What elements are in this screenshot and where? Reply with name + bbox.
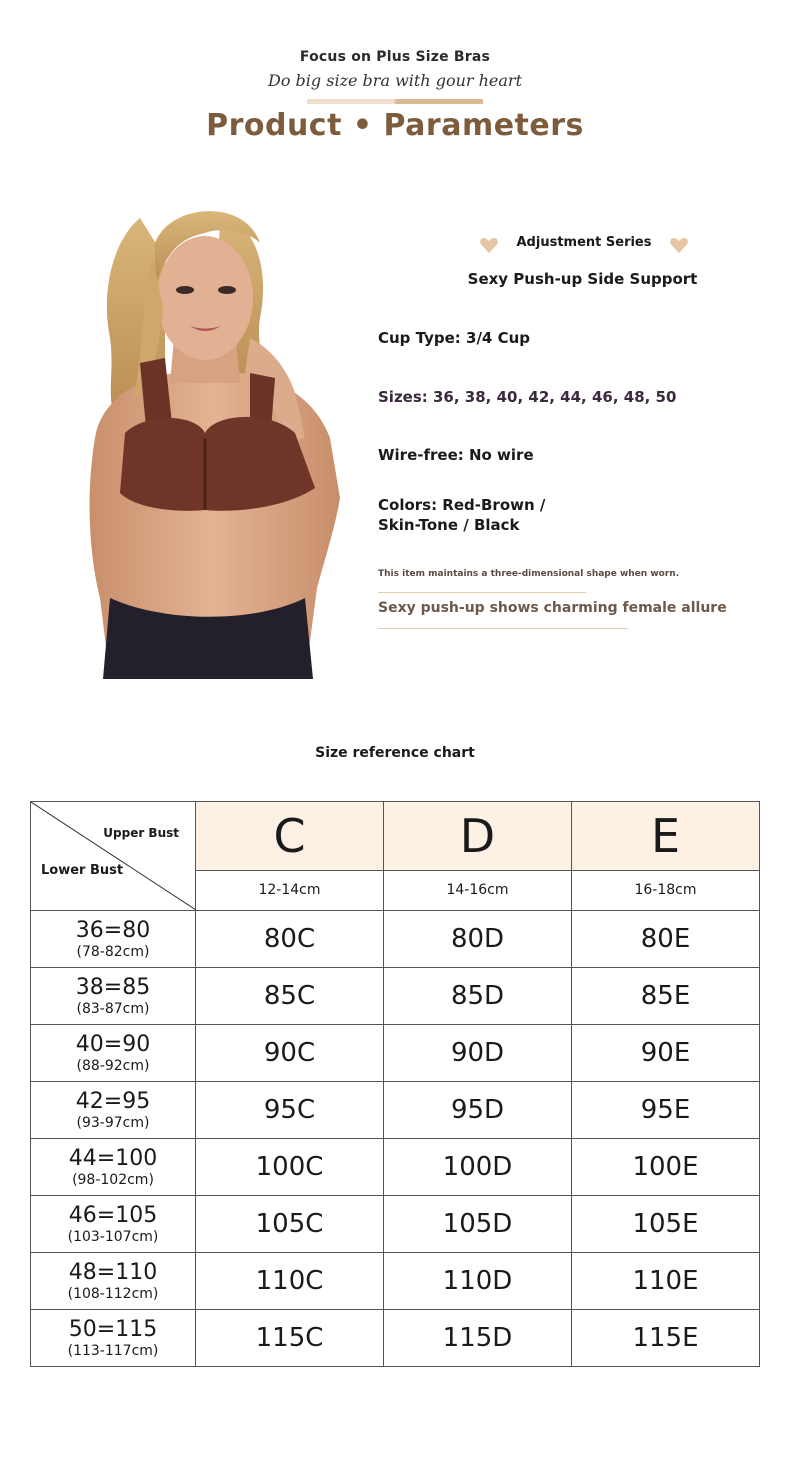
upper-bust-label: Upper Bust <box>103 826 179 840</box>
band-range: (98-102cm) <box>72 1171 154 1188</box>
size-cell: 100D <box>384 1139 572 1196</box>
size-cell: 80E <box>572 911 760 968</box>
cup-header-c: C <box>196 802 384 871</box>
size-cell: 105C <box>196 1196 384 1253</box>
size-cell: 90D <box>384 1025 572 1082</box>
band-range: (93-97cm) <box>76 1114 150 1131</box>
size-cell: 80D <box>384 911 572 968</box>
cup-range-c: 12-14cm <box>196 870 384 910</box>
product-allure: Sexy push-up shows charming female allure <box>378 600 727 616</box>
product-series: Adjustment Series <box>516 235 652 250</box>
product-subtitle: Sexy Push-up Side Support <box>467 270 698 288</box>
spec-sizes: Sizes: 36, 38, 40, 42, 44, 46, 48, 50 <box>378 388 677 406</box>
band-size: 48=110 <box>68 1260 158 1286</box>
size-chart-title: Size reference chart <box>315 745 475 761</box>
lower-bust-label: Lower Bust <box>41 863 124 878</box>
size-cell: 105D <box>384 1196 572 1253</box>
band-size: 44=100 <box>68 1146 158 1172</box>
table-row <box>31 1196 760 1253</box>
band-size: 50=115 <box>68 1317 158 1343</box>
size-cell: 110E <box>572 1253 760 1310</box>
model-photo <box>55 198 360 679</box>
heart-icon <box>479 235 499 255</box>
cup-range-d: 14-16cm <box>384 870 572 910</box>
size-cell: 95E <box>572 1082 760 1139</box>
band-range: (78-82cm) <box>76 943 150 960</box>
table-row <box>31 968 760 1025</box>
size-cell: 80C <box>196 911 384 968</box>
size-cell: 90E <box>572 1025 760 1082</box>
chart-corner-cell <box>31 802 196 911</box>
table-row <box>31 911 760 968</box>
size-cell: 90C <box>196 1025 384 1082</box>
table-row <box>31 1310 760 1367</box>
spec-colors: Colors: Red-Brown / Skin-Tone / Black <box>378 496 546 534</box>
size-cell: 95D <box>384 1082 572 1139</box>
title-divider <box>307 99 483 104</box>
product-note: This item maintains a three-dimensional shape when worn. <box>378 569 680 579</box>
size-cell: 95C <box>196 1082 384 1139</box>
table-row <box>31 1082 760 1139</box>
table-row <box>31 1139 760 1196</box>
band-range: (103-107cm) <box>67 1228 159 1245</box>
size-cell: 105E <box>572 1196 760 1253</box>
cup-header-e: E <box>572 802 760 871</box>
size-cell: 110C <box>196 1253 384 1310</box>
cup-header-d: D <box>384 802 572 871</box>
band-range: (88-92cm) <box>76 1057 150 1074</box>
divider <box>378 628 628 629</box>
band-size: 38=85 <box>75 975 151 1001</box>
size-cell: 115C <box>196 1310 384 1367</box>
size-cell: 115D <box>384 1310 572 1367</box>
spec-wire: Wire-free: No wire <box>378 446 534 464</box>
size-chart-table <box>30 801 760 1367</box>
band-size: 40=90 <box>75 1032 151 1058</box>
size-cell: 115E <box>572 1310 760 1367</box>
size-cell: 100E <box>572 1139 760 1196</box>
size-cell: 110D <box>384 1253 572 1310</box>
size-cell: 85C <box>196 968 384 1025</box>
cup-range-e: 16-18cm <box>572 870 760 910</box>
divider <box>378 592 586 593</box>
size-cell: 85E <box>572 968 760 1025</box>
tagline: Focus on Plus Size Bras <box>299 49 491 65</box>
table-row <box>31 1253 760 1310</box>
band-range: (108-112cm) <box>67 1285 159 1302</box>
spec-cup-type: Cup Type: 3/4 Cup <box>378 329 531 347</box>
size-cell: 100C <box>196 1139 384 1196</box>
band-size: 36=80 <box>75 918 151 944</box>
page-title: Product • Parameters <box>206 108 584 143</box>
heart-icon <box>669 235 689 255</box>
table-row <box>31 1025 760 1082</box>
band-range: (113-117cm) <box>67 1342 159 1359</box>
band-size: 46=105 <box>68 1203 158 1229</box>
size-cell: 85D <box>384 968 572 1025</box>
slogan: Do big size bra with gour heart <box>268 71 522 90</box>
band-size: 42=95 <box>75 1089 151 1115</box>
band-range: (83-87cm) <box>76 1000 150 1017</box>
